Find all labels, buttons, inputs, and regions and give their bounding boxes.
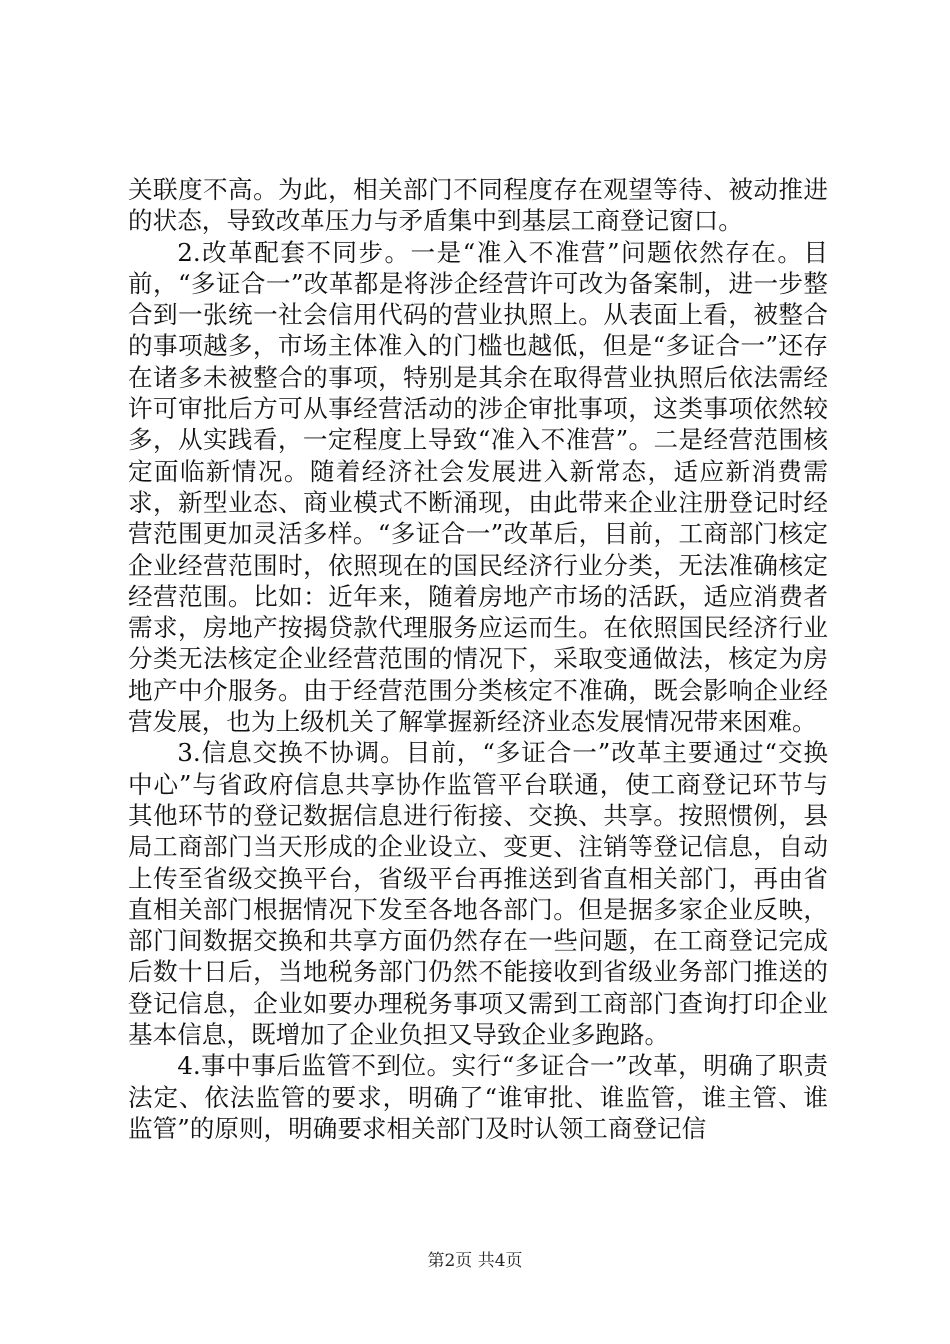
paragraph-supervision: 4.事中事后监管不到位。实行“多证合一”改革，明确了职责法定、依法监管的要求，明确了“谁审批、谁监管，谁主管、谁监管”的原则，明确要求相关部门及时认领工商登记信 xyxy=(128,1051,828,1143)
document-body xyxy=(128,174,828,1144)
paragraph-information-exchange: 3.信息交换不协调。目前，“多证合一”改革主要通过“交换中心”与省政府信息共享协作监管平台联通，使工商登记环节与其他环节的登记数据信息进行衔接、交换、共享。按照惯例，县局工商部门当天形成的企业设立、变更、注销等登记信息，自动上传至省级交换平台，省级平台再推送到省直相关部门，再由省直相关部门根据情况下发至各地各部门。但是据多家企业反映，部门间数据交换和共享方面仍然存在一些问题，在工商登记完成后数十日后，当地税务部门仍然不能接收到省级业务部门推送的登记信息，企业如要办理税务事项又需到工商部门查询打印企业基本信息，既增加了企业负担又导致企业多跑路。 xyxy=(128,738,828,1050)
page-footer: 第2页 共4页 xyxy=(427,1251,523,1271)
paragraph-reform-support: 2.改革配套不同步。一是“准入不准营”问题依然存在。目前，“多证合一”改革都是将涉企经营许可改为备案制，进一步整合到一张统一社会信用代码的营业执照上。从表面上看，被整合的事项越多，市场主体准入的门槛也越低，但是“多证合一”还存在诸多未被整合的事项，特别是其余在取得营业执照后依法需经许可审批后方可从事经营活动的涉企审批事项，这类事项依然较多，从实践看，一定程度上导致“准入不准营”。二是经营范围核定面临新情况。随着经济社会发展进入新常态，适应新消费需求，新型业态、商业模式不断涌现，由此带来企业注册登记时经营范围更加灵活多样。“多证合一”改革后，目前，工商部门核定企业经营范围时，依照现在的国民经济行业分类，无法准确核定经营范围。比如：近年来，随着房地产市场的活跃，适应消费者需求，房地产按揭贷款代理服务应运而生。在依照国民经济行业分类无法核定企业经营范围的情况下，采取变通做法，核定为房地产中介服务。由于经营范围分类核定不准确，既会影响企业经营发展，也为上级机关了解掌握新经济业态发展情况带来困难。 xyxy=(128,237,828,737)
paragraph-continuation: 关联度不高。为此，相关部门不同程度存在观望等待、被动推进的状态，导致改革压力与矛盾集中到基层工商登记窗口。 xyxy=(128,175,828,236)
